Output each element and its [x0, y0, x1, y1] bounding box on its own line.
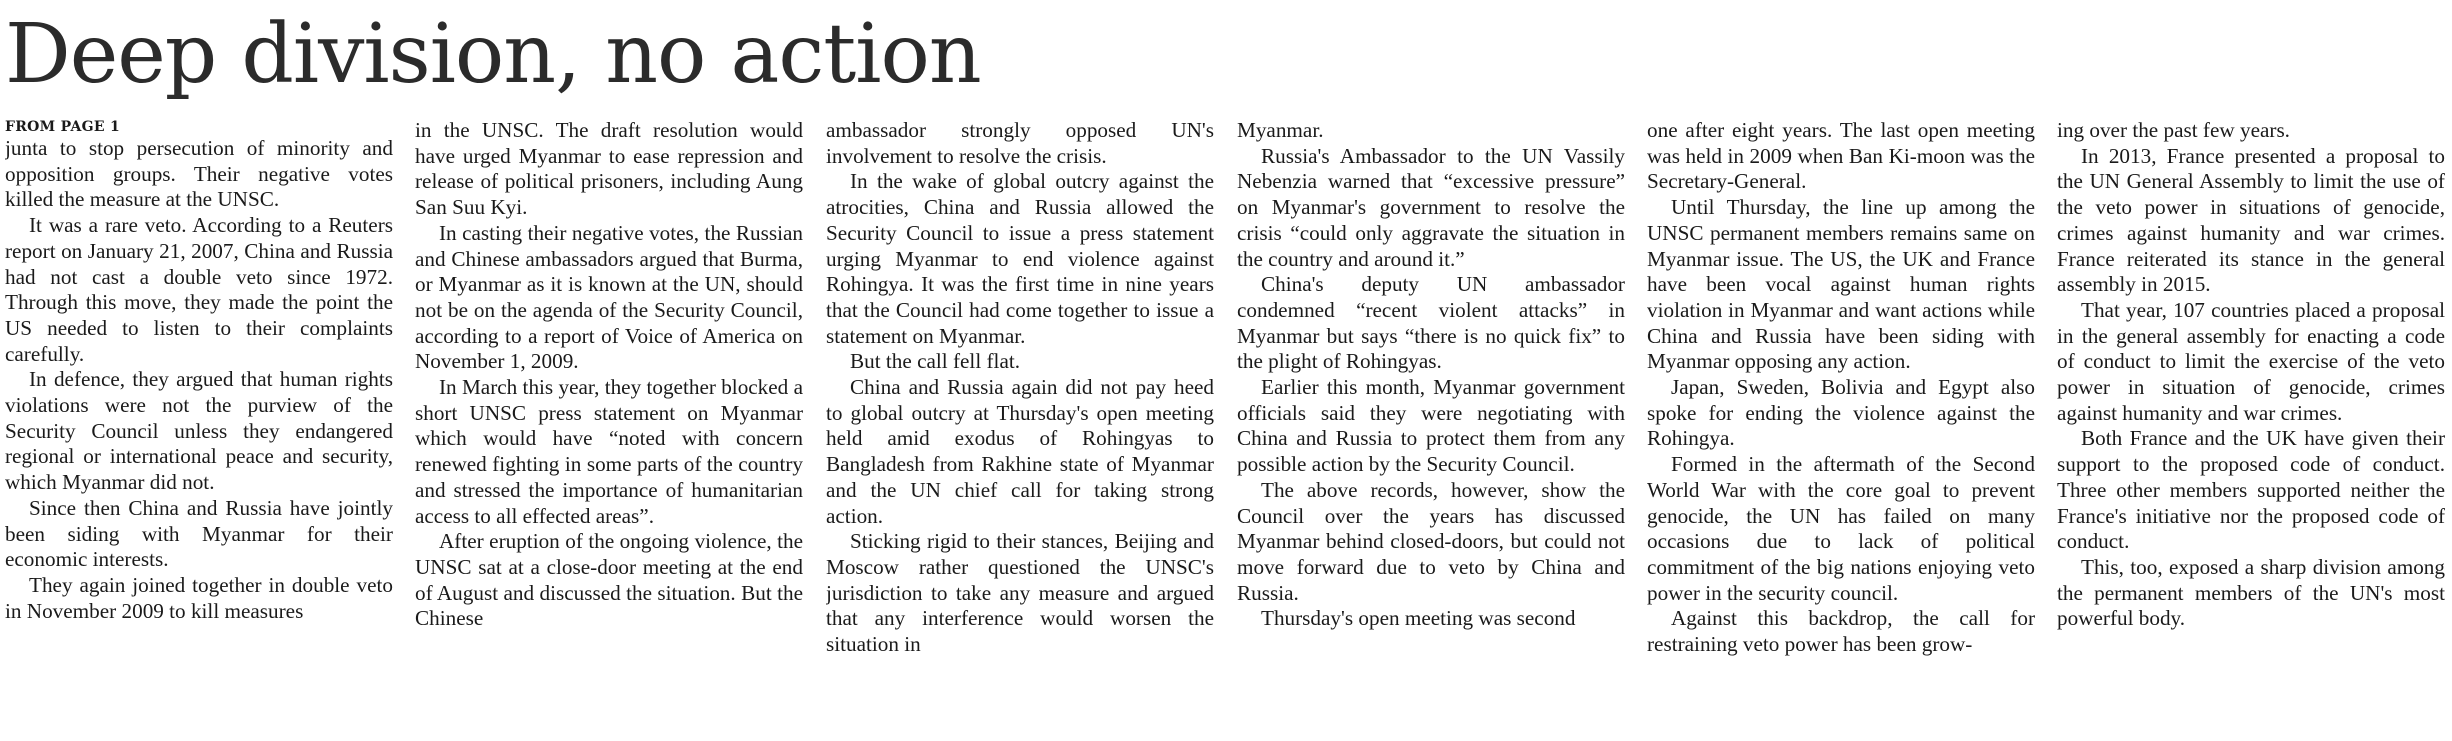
- paragraph: junta to stop persecution of minority and opposition groups. Their negative votes killed the measure at the UNSC.: [5, 136, 393, 212]
- paragraph: in the UNSC. The draft resolution would have urged Myanmar to ease repression and release of political prisoners, including Aung San Suu Kyi.: [415, 118, 803, 220]
- paragraph: ambassador strongly opposed UN's involvement to resolve the crisis.: [826, 118, 1214, 168]
- paragraph: Earlier this month, Myanmar government officials said they were negotiating with China and Russia to protect them from any possible action by the Security Council.: [1237, 375, 1625, 477]
- paragraph: In 2013, France presented a proposal to the UN General Assembly to limit the use of the veto power in situations of genocide, crimes against humanity and war crimes. France reiterated its stance in the general assembly in 2015.: [2057, 143, 2445, 297]
- paragraph: Since then China and Russia have jointly been siding with Myanmar for their economic interests.: [5, 495, 393, 572]
- kicker-from-page: FROM PAGE 1: [5, 119, 121, 135]
- paragraph: In March this year, they together blocked a short UNSC press statement on Myanmar which would have “noted with concern renewed fighting in some parts of the country and stressed the importance of humanitarian access to all effected areas”.: [415, 375, 803, 528]
- paragraph: But the call fell flat.: [850, 349, 1021, 374]
- paragraph: Until Thursday, the line up among the UNSC permanent members remains same on Myanmar issue. The US, the UK and France have been vocal against human rights violation in Myanmar and want actions while China and Russia have been siding with Myanmar opposing any action.: [1647, 195, 2035, 374]
- paragraph: Against this backdrop, the call for restraining veto power has been grow-: [1647, 606, 2035, 657]
- paragraph: In the wake of global outcry against the atrocities, China and Russia allowed the Security Council to issue a press statement urging Myanmar to end violence against Rohingya. It was the first time in nine years that the Council had come together to issue a statement on Myanmar.: [826, 169, 1214, 348]
- paragraph: In defence, they argued that human rights violations were not the purview of the Security Council unless they endangered regional or international peace and security, which Myanmar did not.: [5, 367, 393, 495]
- paragraph: After eruption of the ongoing violence, the UNSC sat at a close-door meeting at the end of August and discussed the situation. But the Chinese: [415, 529, 803, 631]
- paragraph: In casting their negative votes, the Russian and Chinese ambassadors argued that Burma, or Myanmar as it is known at the UN, should not be on the agenda of the Security Council, according to a report of Voice of America on November 1, 2009.: [415, 220, 803, 374]
- paragraph: That year, 107 countries placed a proposal in the general assembly for enacting a code of conduct to limit the exercise of the veto power in situation of genocide, crimes against humanity and war crimes.: [2057, 297, 2445, 425]
- paragraph: Japan, Sweden, Bolivia and Egypt also spoke for ending the violence against the Rohingya.: [1647, 375, 2035, 451]
- paragraph: Thursday's open meeting was second: [1261, 606, 1576, 631]
- paragraph: Both France and the UK have given their support to the proposed code of conduct. Three other members supported neither the France's initiative nor the proposed code of conduct.: [2057, 426, 2445, 554]
- article-column-4: [1237, 118, 1625, 738]
- headline: Deep division, no action: [5, 7, 981, 102]
- paragraph: China and Russia again did not pay heed to global outcry at Thursday's open meeting held amid exodus of Rohingyas to Bangladesh from Rakhine state of Myanmar and the UN chief call for taking strong action.: [826, 375, 1214, 528]
- paragraph: The above records, however, show the Council over the years has discussed Myanmar behind closed-doors, but could not move forward due to veto by China and Russia.: [1237, 477, 1625, 605]
- paragraph: China's deputy UN ambassador condemned “recent violent attacks” in Myanmar but says “there is no quick fix” to the plight of Rohingyas.: [1237, 272, 1625, 374]
- article-column-3: [826, 118, 1214, 738]
- paragraph: They again joined together in double veto in November 2009 to kill measures: [5, 572, 393, 623]
- paragraph: It was a rare veto. According to a Reuters report on January 21, 2007, China and Russia had not cast a double veto since 1972. Through this move, they made the point the US needed to listen to their complaints carefully.: [5, 213, 393, 366]
- paragraph: Russia's Ambassador to the UN Vassily Nebenzia warned that “excessive pressure” on Myanmar's government to resolve the crisis “could only aggravate the situation in the country and around it.”: [1237, 143, 1625, 271]
- article-body: [5, 118, 2445, 738]
- article-column-1: [5, 118, 393, 738]
- paragraph: Sticking rigid to their stances, Beijing and Moscow rather questioned the UNSC's jurisdiction to take any measure and argued that any interference would worsen the situation in: [826, 529, 1214, 657]
- article-column-5: [1647, 118, 2035, 738]
- article-column-2: [415, 118, 803, 738]
- article-column-6: [2057, 118, 2445, 738]
- paragraph: Myanmar.: [1237, 118, 1324, 142]
- paragraph: one after eight years. The last open meeting was held in 2009 when Ban Ki-moon was the Secretary-General.: [1647, 118, 2035, 194]
- paragraph: Formed in the aftermath of the Second World War with the core goal to prevent genocide, the UN has failed on many occasions due to lack of political commitment of the big nations enjoying veto power in the security council.: [1647, 452, 2035, 605]
- paragraph: This, too, exposed a sharp division among the permanent members of the UN's most powerful body.: [2057, 554, 2445, 631]
- paragraph: ing over the past few years.: [2057, 118, 2290, 142]
